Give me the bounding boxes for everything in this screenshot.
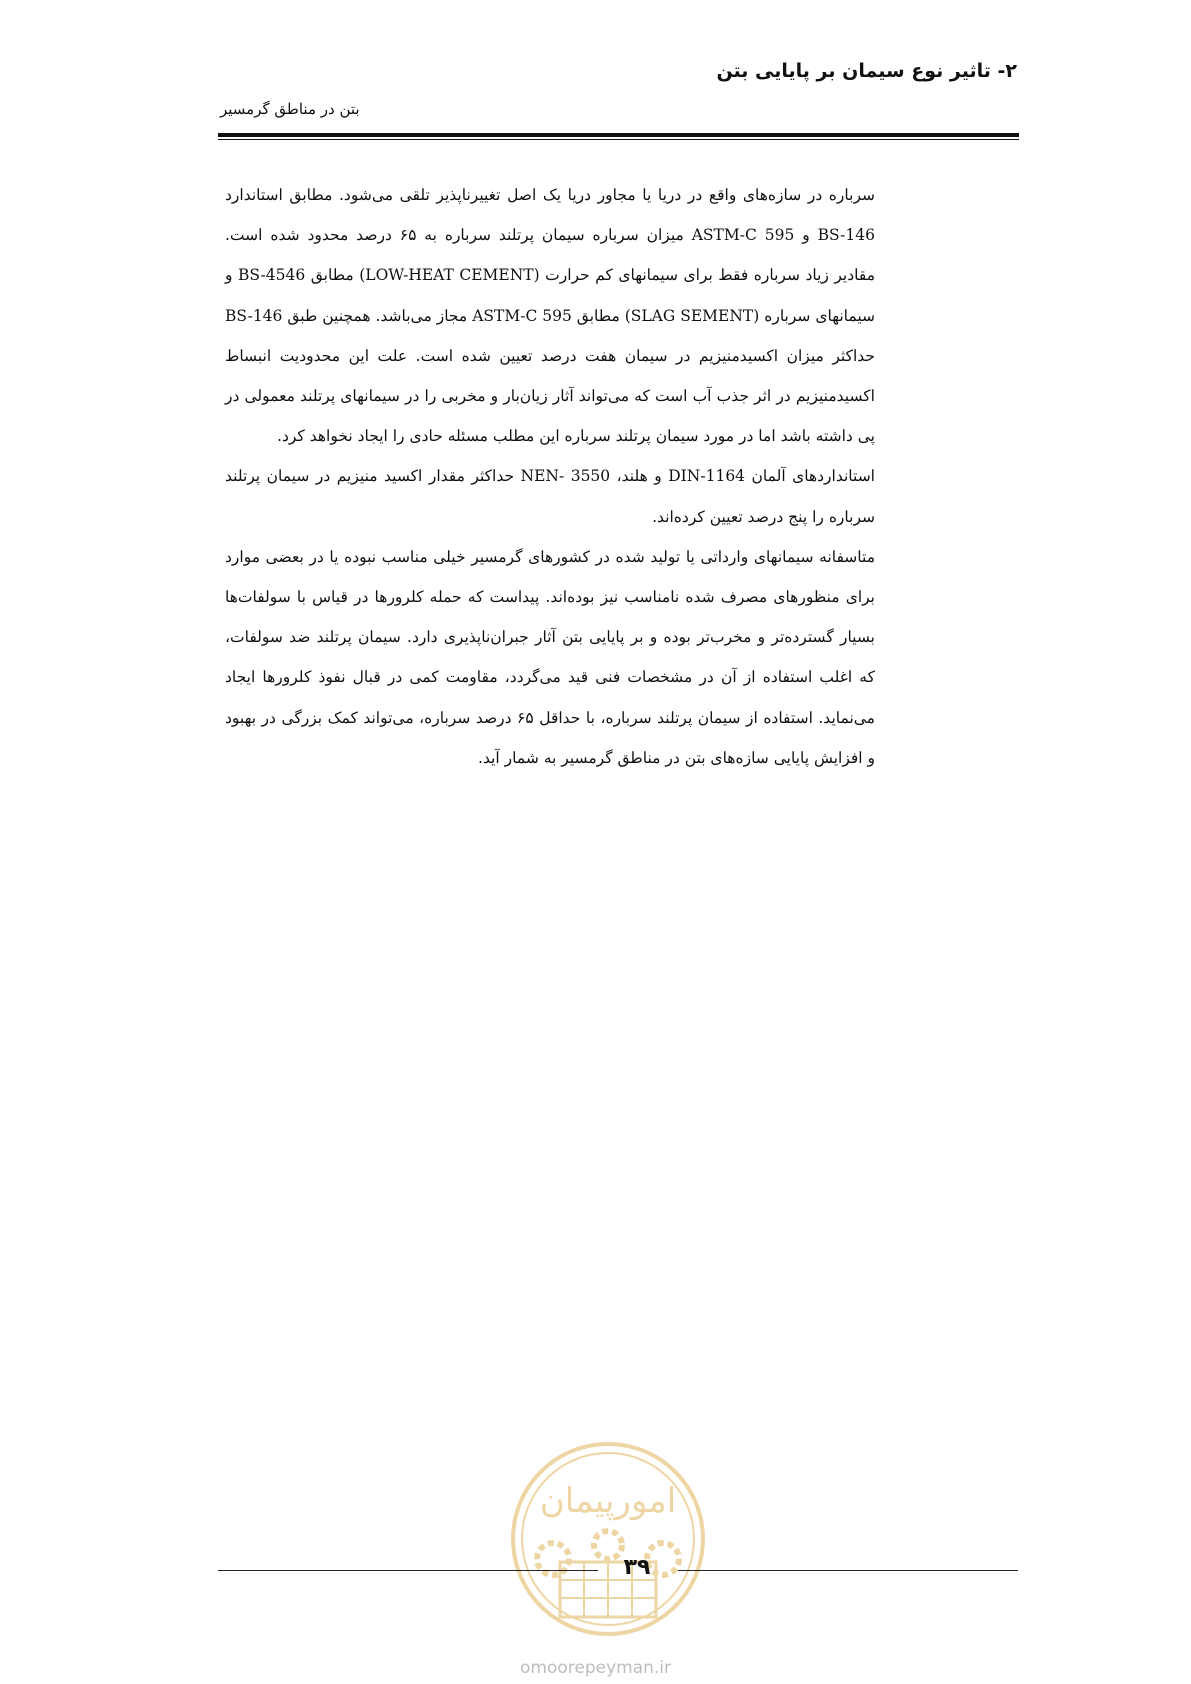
chapter-title: ۲- تاثیر نوع سیمان بر پایایی بتن bbox=[716, 60, 1017, 82]
paragraph: متاسفانه سیمانهای وارداتی یا تولید شده در کشورهای گرمسیر خیلی مناسب نبوده یا در بعضی موارد برای منظورهای مصرف شده نامناسب نیز بوده‌اند. پیداست که حمله کلرورها در قیاس با سولفات‌ها بسیار گسترده‌تر و مخرب‌تر بوده و بر پایایی بتن آثار جبران‌ناپذیری دارد. سیمان پرتلند ضد سولفات، که اغلب استفاده از آن در مشخصات فنی قید می‌گردد، مقاومت کمی در قبال نفوذ کلرورها ایجاد می‌نماید. استفاده از سیمان پرتلند سرباره، با حداقل ۶۵ درصد سرباره، می‌تواند کمک بزرگی در بهبود و افزایش پایایی سازه‌های بتن در مناطق گرمسیر به شمار آید. bbox=[225, 547, 875, 767]
watermark-logo-icon bbox=[508, 1437, 708, 1642]
footer-rule-right bbox=[678, 1570, 1018, 1571]
header-rule bbox=[218, 133, 1019, 137]
body-text bbox=[225, 175, 875, 778]
watermark-logo-text: امورپیمان bbox=[539, 1481, 677, 1521]
paragraph: استانداردهای آلمان DIN-1164 و هلند، NEN- 3550 حداکثر مقدار اکسید منیزیم در سیمان پرتلند سرباره را پنج درصد تعیین کرده‌اند. bbox=[225, 467, 875, 526]
site-credit: omoorepeyman.ir bbox=[519, 1658, 672, 1678]
paragraph: سرباره در سازه‌های واقع در دریا یا مجاور دریا یک اصل تغییرناپذیر تلقی می‌شود. مطابق استاندارد BS-146 و ASTM-C 595 میزان سرباره سیمان پرتلند سرباره به ۶۵ درصد محدود شده است. مقادیر زیاد سرباره فقط برای سیمانهای کم حرارت (LOW-HEAT CEMENT) مطابق BS-4546 و سیمانهای سرباره (SLAG SEMENT) مطابق ASTM-C 595 مجاز می‌باشد. همچنین طبق BS-146 حداکثر میزان اکسیدمنیزیم در سیمان هفت درصد تعیین شده است. علت این محدودیت انبساط اکسیدمنیزیم در اثر جذب آب است که می‌تواند آثار زیان‌بار و مخربی را در سیمانهای پرتلند معمولی در پی داشته باشد اما در مورد سیمان پرتلند سرباره این مطلب مسئله حادی را ایجاد نخواهد کرد. bbox=[225, 186, 875, 446]
footer-rule-left bbox=[218, 1570, 598, 1571]
header-rule-thin bbox=[218, 139, 1019, 140]
running-header: بتن در مناطق گرمسیر bbox=[220, 100, 360, 118]
page-number: ۳۹ bbox=[623, 1555, 651, 1580]
